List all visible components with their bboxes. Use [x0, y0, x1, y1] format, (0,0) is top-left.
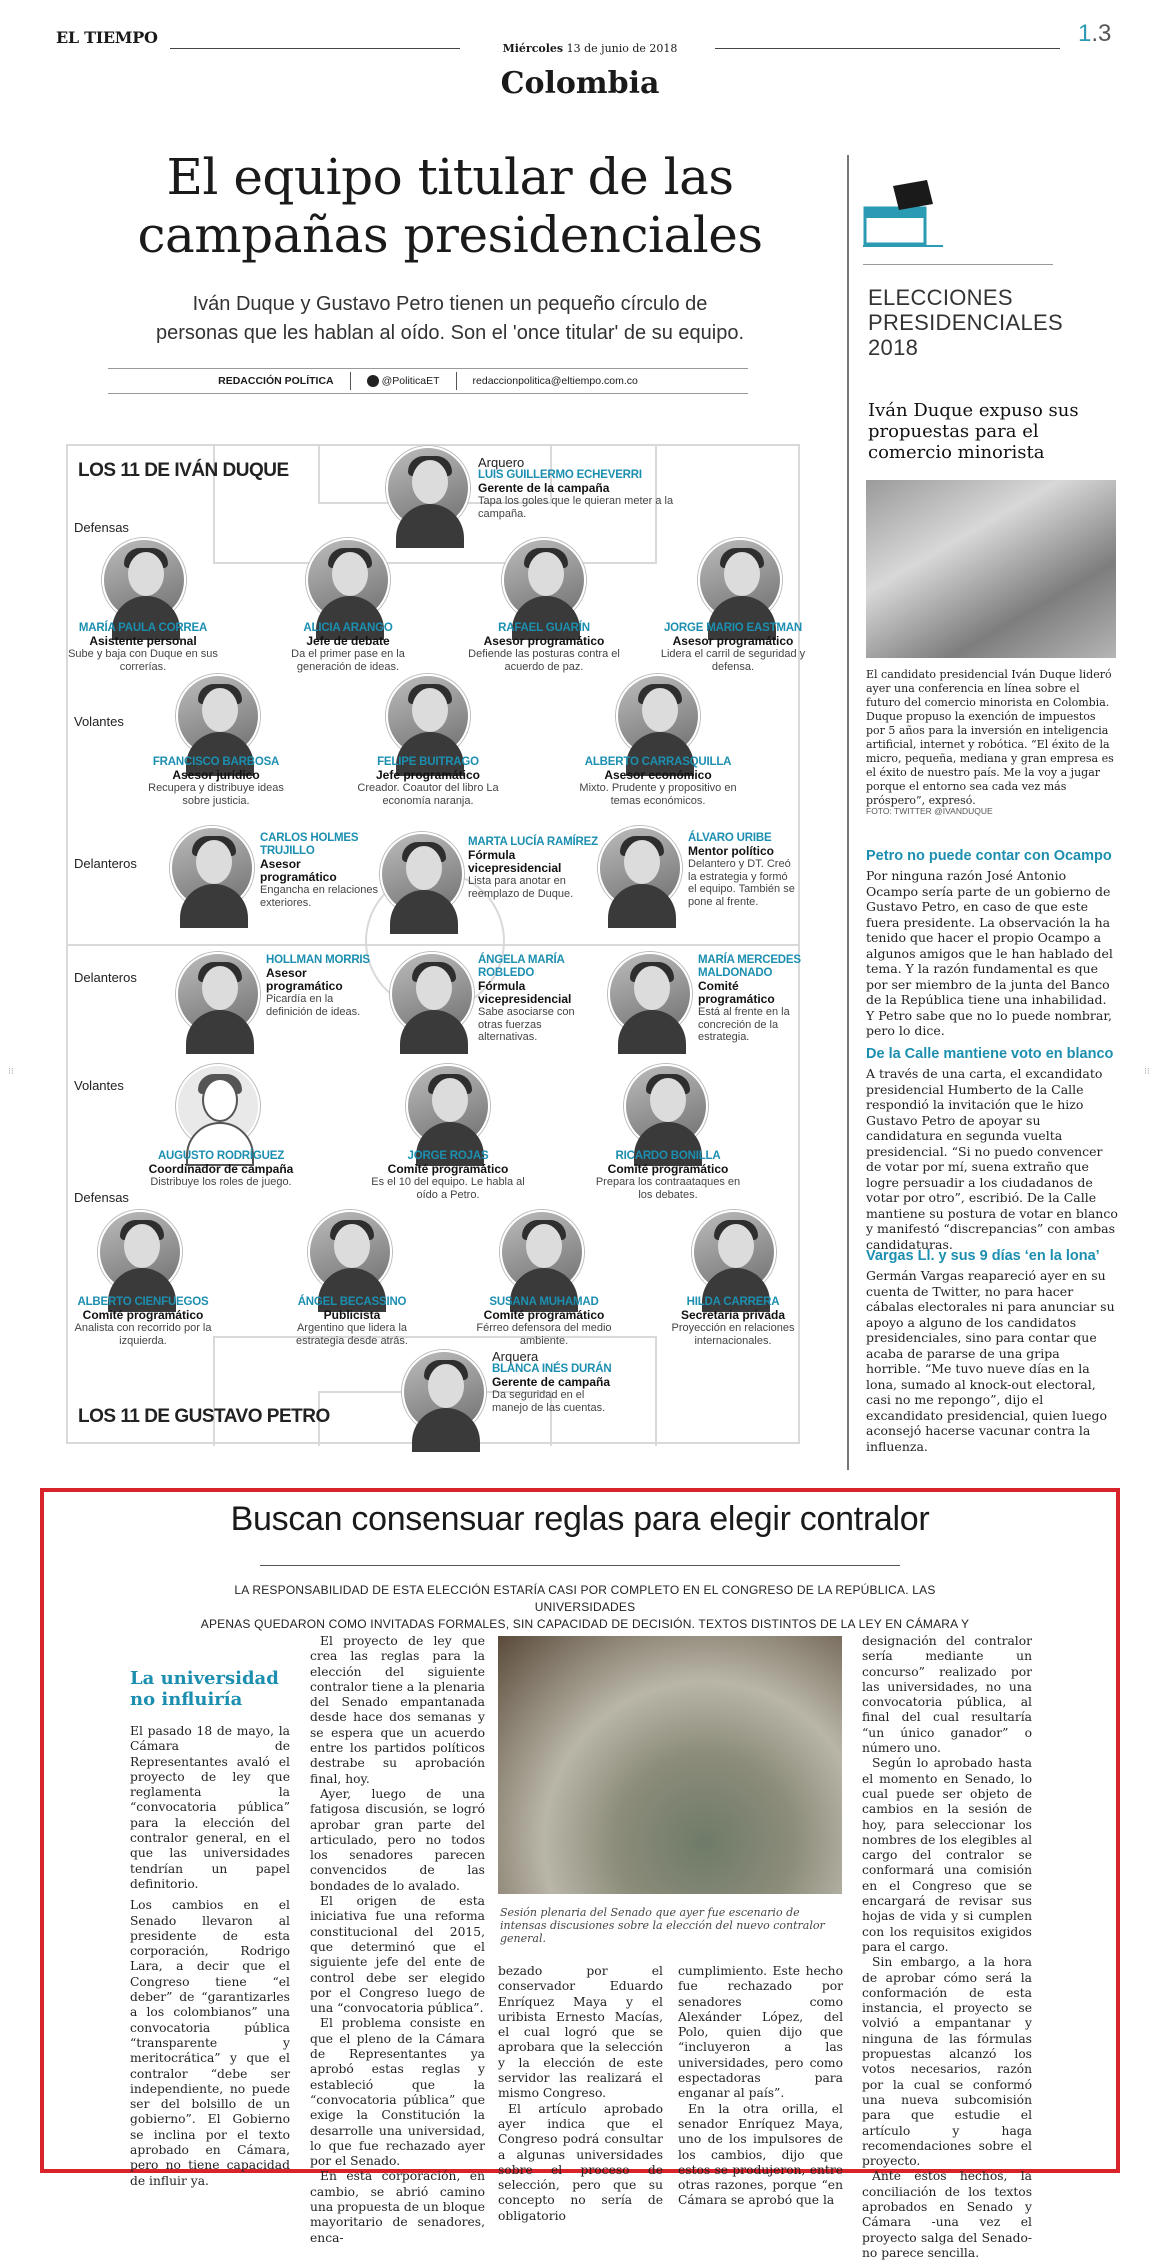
player-photo: [170, 826, 254, 910]
player-card-rojas: JORGE ROJAS Comité programático Es el 10 del equipo. Le habla al oído a Petro.: [371, 1150, 525, 1201]
deck-line-2: personas que les hablan al oído. Son el 'once titular' de su equipo.: [155, 322, 745, 344]
sidebar-rule: [863, 264, 1053, 265]
player-card-holmes: CARLOS HOLMES TRUJILLO Asesor programático Engancha en relaciones exteriores.: [260, 832, 379, 909]
label-arquera: Arquera: [492, 1349, 539, 1364]
label-delanteros-petro: Delanteros: [74, 970, 137, 985]
player-photo: [386, 446, 470, 530]
player-card-maldonado: MARÍA MERCEDES MALDONADO Comité programático Está al frente en la concreción de la estrategia.: [698, 954, 801, 1043]
label-volantes-duque: Volantes: [74, 714, 124, 729]
player-photo: [176, 674, 260, 758]
label-arquero: Arquero: [478, 455, 525, 470]
player-card-cienfuegos: ALBERTO CIENFUEGOS Comité programático Analista con recorrido por la izquierda.: [74, 1296, 212, 1347]
page-index: 3: [1098, 20, 1112, 47]
elections-title: ELECCIONES PRESIDENCIALES 2018: [868, 285, 1063, 360]
deck-line-1: Iván Duque y Gustavo Petro tienen un pequeño círculo de: [192, 293, 708, 315]
sidebar-story-3-headline: De la Calle mantiene voto en blanco: [866, 1046, 1114, 1062]
byline-twitter: @PoliticaET: [367, 375, 440, 387]
petro-team-title: LOS 11 DE GUSTAVO PETRO: [78, 1406, 330, 1427]
player-card-correa: MARÍA PAULA CORREA Asistente personal Sube y baja con Duque en sus correrías.: [68, 622, 218, 673]
player-photo: [608, 952, 692, 1036]
player-photo: [102, 538, 186, 622]
byline-bar: [108, 368, 748, 394]
duque-conference-photo: [866, 480, 1116, 658]
football-pitch-graphic: [66, 444, 806, 1444]
player-card-rodriguez: AUGUSTO RODRÍGUEZ Coordinador de campaña Distribuye los roles de juego.: [148, 1150, 294, 1188]
player-card-buitrago: FELIPE BUITRAGO Jefe programático Creador. Coautor del libro La economía naranja.: [357, 756, 499, 807]
player-photo: [386, 674, 470, 758]
player-photo: [500, 1210, 584, 1294]
player-photo: [406, 1064, 490, 1148]
photo-credit: FOTO: TWITTER @IVANDUQUE: [866, 806, 993, 816]
player-card-carrasquilla: ALBERTO CARRASQUILLA Asesor económico Mixto. Prudente y propositivo en temas económicos.: [579, 756, 737, 807]
player-card-bonilla: RICARDO BONILLA Comité programático Prepara los contraataques en los debates.: [595, 1150, 741, 1201]
player-card-duran: Arquera BLANCA INÉS DURÁN Gerente de campaña Da seguridad en el manejo de las cuentas.: [492, 1350, 622, 1414]
side-column-headline: La universidad no influiría: [130, 1668, 279, 1710]
sidebar-story-2-body: Por ninguna razón José Antonio Ocampo sería parte de un gobierno de Gustavo Petro, en caso de que este fuera presidente. La observación la ha tenido que hacer el propio Ocampo a algunos amigos que le han hablado del tema. Y la razón fundamental es que por ser miembro de la junta del Banco de la República tiene una inhabilidad. Y Petro sabe que no lo puede nombrar, pero lo dice.: [866, 868, 1113, 1038]
byline-author: REDACCIÓN POLÍTICA: [218, 375, 334, 387]
date-day: Miércoles: [502, 42, 564, 55]
player-card-robledo: ÁNGELA MARÍA ROBLEDO Fórmula vicepresidencial Sabe asociarse con otras fuerzas alternativas.: [478, 954, 575, 1043]
senate-plenary-photo: [498, 1636, 842, 1894]
sidebar-divider: [847, 155, 849, 1470]
date-line: [470, 42, 710, 55]
player-photo: [502, 538, 586, 622]
player-photo: [390, 952, 474, 1036]
player-card-uribe: ÁLVARO URIBE Mentor político Delantero y DT. Creó la estrategia y formó el equipo. También se pone al frente.: [688, 832, 795, 908]
contralor-column-3: bezado por el conservador Eduardo Enríquez Maya y el uribista Ernesto Macías, el cual logró que se aprobara que la selección y la elección de este servidor las realizará el mismo Congreso. El artículo aprobado ayer indica que el Congreso podrá consultar a algunas universidades sobre el proceso de selección, pero que su concepto no sería de obligatorio: [498, 1964, 663, 2223]
player-card-eastman: JORGE MARIO EASTMAN Asesor programático Lidera el carril de seguridad y defensa.: [660, 622, 806, 673]
fold-mark-left: ⁝⁝: [8, 1066, 14, 1076]
contralor-column-2: El proyecto de ley que crea las reglas para la elección del siguiente contralor tiene a la plenaria del Senado empantanada desde hace dos semanas y se espera que un acuerdo entre los partidos políticos destrabe su aprobación final, hoy. Ayer, luego de una fatigosa discusión, se logró aprobar gran parte del articulado, pero no todos los senadores parecen convencidos de las bondades de lo avalado. El origen de esta iniciativa fue una reforma constitucional del 2015, que determinó que el siguiente jefe del ente de control debe ser elegido por el Congreso luego de una “convocatoria pública”. El problema consiste en que el pleno de la Cámara de Representantes ya aprobó estas reglas y estableció que la “convocatoria pública” que exige la Constitución la desarrolle una universidad, lo que fue rechazado ayer por el Senado. En esta corporación, en cambio, se abrió camino una propuesta de un bloque mayoritario de senadores, enca-: [310, 1634, 485, 2245]
sidebar-story-3-body: A través de una carta, el excandidato presidencial Humberto de la Calle respondió la invitación que le hizo Gustavo Petro de apoyar su candidatura en segunda vuelta presidencial. “Si no puedo convencer de votar por mí, suena extraño que logre persuadir a los ciudadanos de votar por otro”, escribió. De la Calle mantiene su postura de votar en blanco y manifestó “discrepancias” con ambas candidaturas.: [866, 1066, 1118, 1252]
contralor-column-4: cumplimiento. Este hecho fue rechazado por senadores como Alexánder López, del Polo, quien dijo que “incluyeron a las universidades, pero como espectadoras para enganar al país”. En la otra orilla, el senador Enríquez Maya, uno de los impulsores de los cambios, dijo que estos se produjeron, entre otras razones, porque “en Cámara se aprobó que la: [678, 1964, 843, 2208]
label-defensas-duque: Defensas: [74, 520, 129, 535]
contralor-headline: Buscan consensuar reglas para elegir contralor: [230, 1500, 930, 1538]
label-volantes-petro: Volantes: [74, 1078, 124, 1093]
player-photo: [306, 538, 390, 622]
sidebar-story-4-body: Germán Vargas reapareció ayer en su cuenta de Twitter, no para hacer cábalas electorales ni para anunciar su apoyo a alguno de los candidatos presidenciales, sino para contar que acaba de pararse de una gripa horrible. “Me tuvo nueve días en la lona, sumado al knock-out electoral, casi no me repongo”, dijo el excandidato presidencial, quien luego aconsejó hacerse vacunar contra la influenza.: [866, 1268, 1115, 1454]
byline-separator: [350, 372, 351, 390]
date-rest: 13 de junio de 2018: [566, 42, 678, 55]
player-photo: [380, 832, 464, 916]
player-card-muhamad: SUSANA MUHAMAD Comité programático Férreo defensora del medio ambiente.: [476, 1296, 612, 1347]
contralor-headline-rule: [260, 1565, 900, 1566]
duque-team-title: LOS 11 DE IVÁN DUQUE: [78, 460, 289, 481]
headline-line-2: campañas presidenciales: [137, 206, 763, 264]
page-number: 1.3: [1078, 20, 1112, 47]
player-photo: [624, 1064, 708, 1148]
player-photo: [598, 826, 682, 910]
section-title: Colombia: [500, 66, 660, 101]
player-card-ramirez: MARTA LUCÍA RAMÍREZ Fórmula vicepresidencial Lista para anotar en reemplazo de Duque.: [468, 836, 598, 900]
photo-caption: Sesión plenaria del Senado que ayer fue escenario de intensas discusiones sobre la elección del nuevo contralor general.: [500, 1906, 825, 1945]
contralor-deck: LA RESPONSABILIDAD DE ESTA ELECCIÓN ESTARÍA CASI POR COMPLETO EN EL CONGRESO DE LA REPÚBLICA. LAS UNIVERSIDADES APENAS QUEDARON COMO INVITADAS FORMALES, SIN CAPACIDAD DE DECISIÓN. TEXTOS DISTINTOS DE LA LEY EN CÁMARA Y: [200, 1583, 970, 1631]
player-card-becassino: ÁNGEL BECASSINO Publicista Argentino que lidera la estrategia desde atrás.: [296, 1296, 408, 1347]
headline-deck: [100, 290, 800, 348]
byline-email: redaccionpolitica@eltiempo.com.co: [472, 375, 638, 387]
page-section: 1: [1078, 20, 1092, 47]
sidebar-story-2-headline: Petro no puede contar con Ocampo: [866, 848, 1112, 864]
label-defensas-petro: Defensas: [74, 1190, 129, 1205]
newspaper-name: EL TIEMPO: [56, 28, 158, 47]
fold-mark-right: ⁝⁝: [1144, 1066, 1150, 1076]
masthead-rule-left: [170, 48, 460, 49]
player-photo: [698, 538, 782, 622]
player-card-arango: ALICIA ARANGO Jefe de debate Da el primer pase en la generación de ideas.: [291, 622, 405, 673]
byline-separator: [456, 372, 457, 390]
player-photo: [616, 674, 700, 758]
headline-line-1: El equipo titular de las: [166, 148, 734, 206]
player-photo: [402, 1350, 486, 1434]
player-photo: [308, 1210, 392, 1294]
player-card-morris: HOLLMAN MORRIS Asesor programático Picardía en la definición de ideas.: [266, 954, 370, 1018]
player-photo: [98, 1210, 182, 1294]
player-card-carrera: HILDA CARRERA Secretaria privada Proyección en relaciones internacionales.: [671, 1296, 795, 1347]
sidebar-story-1-headline: Iván Duque expuso sus propuestas para el comercio minorista: [868, 400, 1079, 463]
label-delanteros-duque: Delanteros: [74, 856, 137, 871]
player-sketch-placeholder: [176, 1064, 260, 1148]
contralor-side-column: La universidad no influiría El pasado 18 de mayo, la Cámara de Representantes avaló el proyecto de ley que reglamenta la “convocatoria pública” para la elección del contralor general, en el que las universidades tendrían un papel definitorio. Los cambios en el Senado llevaron al presidente de esta corporación, Rodrigo Lara, a decir que el Congreso tiene “el deber” de “garantizarles a los colombianos” una convocatoria pública “transparente y meritocrática” y que el contralor “debe ser independiente, no puede ser del bolsillo de un gobierno”. El Gobierno se inclina por el texto aprobado en Cámara, pero no tiene capacidad de influir ya.: [130, 1668, 290, 2188]
player-card-echeverri: Arquero LUIS GUILLERMO ECHEVERRI Gerente de la campaña Tapa los goles que le quieran meter a la campaña.: [478, 456, 678, 520]
masthead-rule-right: [715, 48, 1060, 49]
main-headline: [90, 148, 810, 264]
player-photo: [692, 1210, 776, 1294]
sidebar-story-4-headline: Vargas Ll. y sus 9 días ‘en la lona’: [866, 1248, 1100, 1264]
player-card-barbosa: FRANCISCO BARBOSA Asesor jurídico Recupera y distribuye ideas sobre justicia.: [148, 756, 284, 807]
twitter-icon: [367, 375, 379, 387]
sidebar-story-1-body: El candidato presidencial Iván Duque lideró ayer una conferencia en línea sobre el futuro del comercio minorista en Colombia. Duque propuso la exención de impuestos por 5 años para la inversión en inteligencia artificial, internet y robótica. “El éxito de la micro, pequeña, mediana y gran empresa es el éxito de nuestro país. Me la voy a jugar porque el entorno sea cada vez más próspero”, expresó.: [866, 668, 1114, 807]
player-photo: [176, 952, 260, 1036]
contralor-column-5: designación del contralor sería mediante un concurso” realizado por las universidades, no una convocatoria pública, al final del cual resultaría “un único ganador” o número uno. Según lo aprobado hasta el momento en Senado, lo cual puede ser objeto de cambios en la sesión de hoy, para seleccionar los nombres de los elegibles al cargo del contralor se conformará una comisión en el Congreso que se encargará de revisar sus hojas de vida y si cumplen con los requisitos exigidos para el cargo. Sin embargo, a la hora de aprobar cómo será la conformación de esta instancia, el proyecto se volvió a empantanar y ninguna de las fórmulas propuestas alcanzó los votos necesarios, razón por la cual se conformó una nueva subcomisión para que estudie el artículo y haga recomendaciones sobre el proyecto. Ante estos hechos, la conciliación de los textos aprobados en Senado y Cámara -una vez el proyecto salga del Senado- no parece sencilla.: [862, 1634, 1032, 2260]
ballot-box-icon: [863, 178, 943, 248]
player-card-guarin: RAFAEL GUARÍN Asesor programático Defiende las posturas contra el acuerdo de paz.: [468, 622, 620, 673]
